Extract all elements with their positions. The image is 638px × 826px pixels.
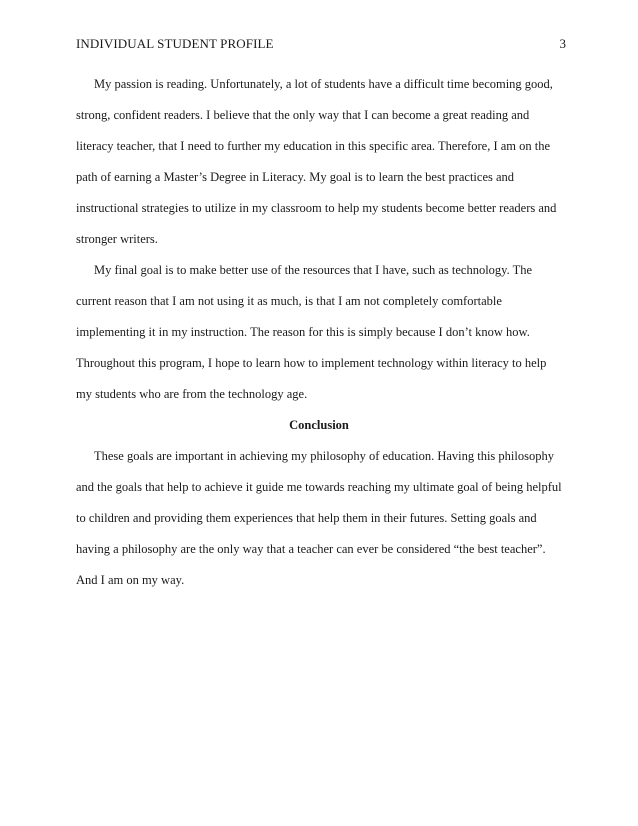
paragraph-passion: My passion is reading. Unfortunately, a lot of students have a difficult time becoming good, strong, confident readers. I believe that the only way that I can become a great reading and literacy teacher, that I need to further my education in this specific area. Therefore, I am on the path of earning a Master’s Degree in Literacy. My goal is to learn the best practices and instructional strategies to utilize in my classroom to help my students become better readers and stronger writers. xyxy=(76,77,557,246)
running-header: INDIVIDUAL STUDENT PROFILE xyxy=(76,36,274,51)
document-body xyxy=(76,69,562,596)
paragraph-final-goal: My final goal is to make better use of the resources that I have, such as technology. The current reason that I am not using it as much, is that I am not completely comfortable implementing it in my instruction. The reason for this is simply because I don’t know how. Throughout this program, I hope to learn how to implement technology within literacy to help my students who are from the technology age. xyxy=(76,263,547,401)
paragraph-conclusion: These goals are important in achieving my philosophy of education. Having this philosophy and the goals that help to achieve it guide me towards reaching my ultimate goal of being helpful to children and providing them experiences that help them in their futures. Setting goals and having a philosophy are the only way that a teacher can ever be considered “the best teacher”. And I am on my way. xyxy=(76,449,562,587)
conclusion-heading: Conclusion xyxy=(289,418,349,432)
page-number: 3 xyxy=(559,36,566,51)
